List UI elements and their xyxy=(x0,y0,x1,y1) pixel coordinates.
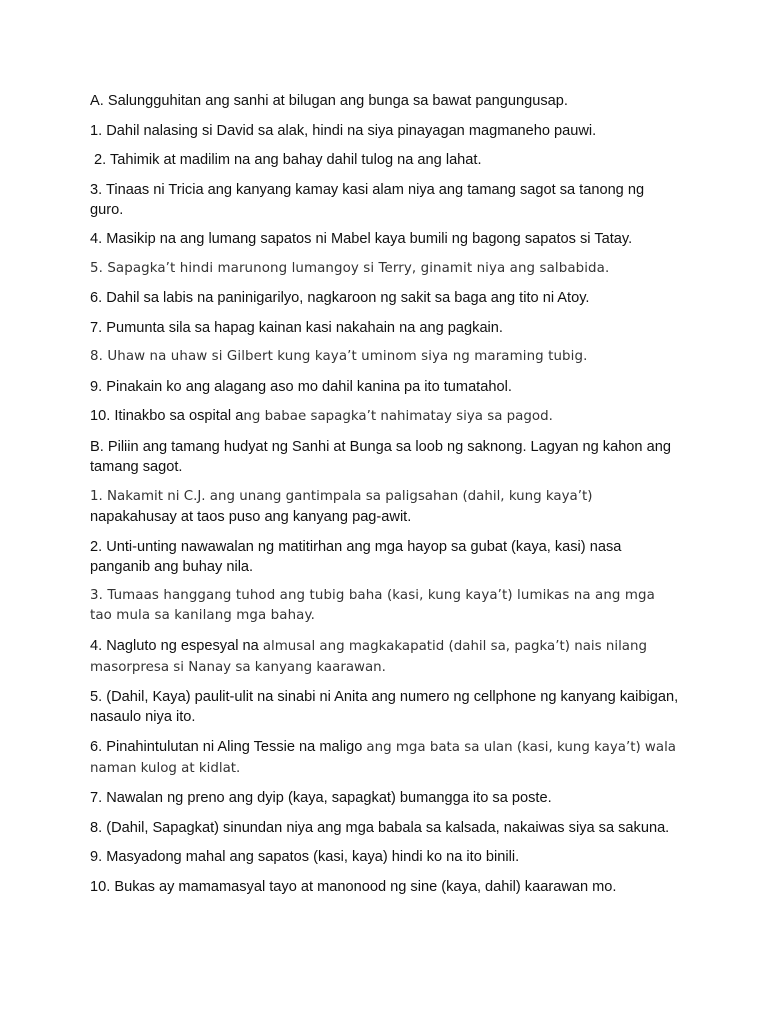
section-b-item-9: 9. Masyadong mahal ang sapatos (kasi, kaya) hindi ko na ito binili. xyxy=(90,849,520,865)
section-b-item-1-start: 1. Nakamit ni C.J. ang unang gantimpala sa paligsahan (dahil, kung kaya’t) xyxy=(90,489,593,504)
section-a-item-10 xyxy=(90,406,680,427)
section-b-item-7: 7. Nawalan ng preno ang dyip (kaya, sapagkat) bumangga ito sa poste. xyxy=(90,790,552,806)
section-a-item-10-start: 10. Itinakbo sa ospital a xyxy=(90,408,244,424)
section-b-item-4 xyxy=(90,636,680,678)
section-b-item-4-start: 4. Nagluto ng espesyal na xyxy=(90,637,263,654)
section-a-item-6: 6. Dahil sa labis na paninigarilyo, nagkaroon ng sakit sa baga ang tito ni Atoy. xyxy=(90,290,590,306)
section-a-item-8: 8. Uhaw na uhaw si Gilbert kung kaya’t uminom siya ng maraming tubig. xyxy=(90,349,588,364)
section-b-item-10: 10. Bukas ay mamamasyal tayo at manonood ng sine (kaya, dahil) kaarawan mo. xyxy=(90,878,617,895)
section-b-item-6-rest: ang mga bata sa ulan (kasi, kung kaya’t) wala naman kulog at kidlat. xyxy=(90,739,677,776)
section-b-item-4-rest: almusal ang magkakapatid (dahil sa, pagka’t) nais nilang masorpresa si Nanay sa kanyang kaarawan. xyxy=(90,638,648,675)
section-b-item-5: 5. (Dahil, Kaya) paulit-ulit na sinabi ni Anita ang numero ng cellphone ng kanyang kaibigan, nasaulo niya ito. xyxy=(90,689,679,725)
section-b-item-2: 2. Unti-unting nawawalan ng matitirhan ang mga hayop sa gubat (kaya, kasi) nasa panganib ang buhay nila. xyxy=(90,538,622,575)
section-b-item-1 xyxy=(90,486,680,527)
section-a-item-2: 2. Tahimik at madilim na ang bahay dahil tulog na ang lahat. xyxy=(94,152,482,168)
section-a-item-5: 5. Sapagka’t hindi marunong lumangoy si Terry, ginamit niya ang salbabida. xyxy=(90,260,610,276)
section-a-item-10-rest: ng babae sapagka’t nahimatay siya sa pagod. xyxy=(243,409,553,424)
section-a-item-1: 1. Dahil nalasing si David sa alak, hindi na siya pinayagan magmaneho pauwi. xyxy=(90,122,597,139)
section-b-item-1-rest: napakahusay at taos puso ang kanyang pag-awit. xyxy=(90,509,412,525)
worksheet xyxy=(90,91,680,906)
section-b-item-6-start: 6. Pinahintulutan ni Aling Tessie na maligo xyxy=(90,738,367,755)
section-a-heading: A. Salungguhitan ang sanhi at bilugan ang bunga sa bawat pangungusap. xyxy=(90,93,568,109)
section-b-item-8: 8. (Dahil, Sapagkat) sinundan niya ang mga babala sa kalsada, nakaiwas siya sa sakuna. xyxy=(90,819,670,836)
section-b-heading: B. Piliin ang tamang hudyat ng Sanhi at Bunga sa loob ng saknong. Lagyan ng kahon ang tamang sagot. xyxy=(90,438,671,475)
section-a-item-3: 3. Tinaas ni Tricia ang kanyang kamay kasi alam niya ang tamang sagot sa tanong ng guro. xyxy=(90,181,645,218)
section-b-item-3: 3. Tumaas hanggang tuhod ang tubig baha (kasi, kung kaya’t) lumikas na ang mga tao mula sa kanilang mga bahay. xyxy=(90,588,655,623)
section-a-item-9: 9. Pinakain ko ang alagang aso mo dahil kanina pa ito tumatahol. xyxy=(90,378,512,395)
section-b-item-6 xyxy=(90,737,680,779)
section-a-item-7: 7. Pumunta sila sa hapag kainan kasi nakahain na ang pagkain. xyxy=(90,319,503,336)
section-a-item-4: 4. Masikip na ang lumang sapatos ni Mabel kaya bumili ng bagong sapatos si Tatay. xyxy=(90,231,633,247)
